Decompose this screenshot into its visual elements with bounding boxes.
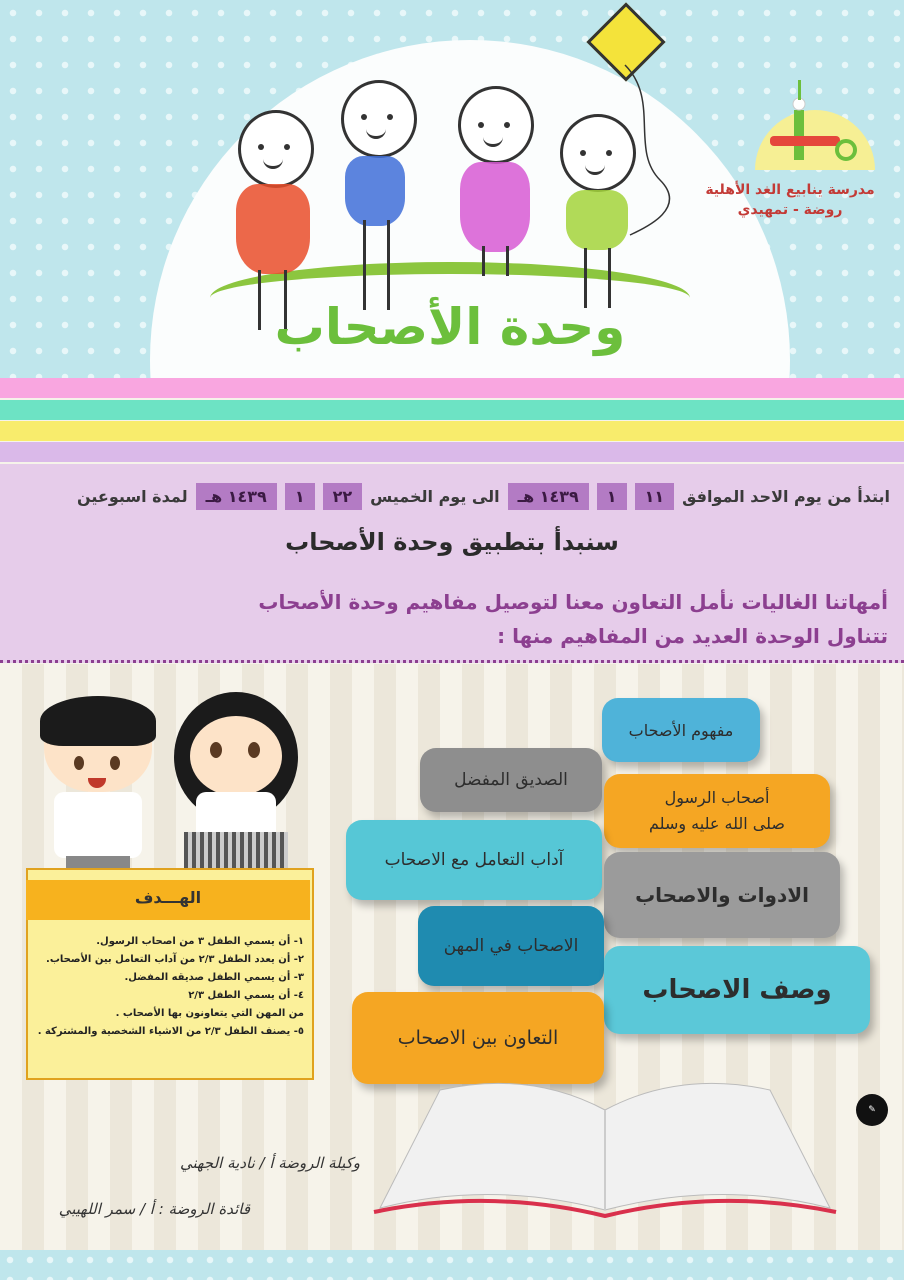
concept-bubble: التعاون بين الاصحاب (352, 992, 604, 1084)
leader-signature: قائدة الروضة : أ / سمر اللهيبي (58, 1200, 250, 1218)
schedule-to-text: الى يوم الخميس (370, 486, 500, 506)
start-year-box: ١٤٣٩ هـ (508, 483, 589, 510)
headline: سنبدأ بتطبيق وحدة الأصحاب (285, 528, 619, 556)
schedule-line (14, 478, 890, 514)
goal-item: ٣- أن يسمي الطفل صديقه المفضل. (124, 972, 304, 983)
schedule-start-text: ابتدأ من يوم الاحد الموافق (682, 486, 890, 506)
goal-title: الهـــدف (134, 888, 202, 907)
end-day-box: ٢٢ (323, 483, 363, 510)
stripe-yellow (0, 421, 904, 441)
school-logo-icon (750, 80, 880, 180)
stripe-teal (0, 400, 904, 420)
concept-bubble: وصف الاصحاب (604, 946, 870, 1034)
end-month-box: ١ (285, 483, 315, 510)
goal-item: من المهن التي يتعاونون بها الأصحاب . (115, 1008, 304, 1019)
school-section: روضة - تمهيدي (737, 202, 843, 218)
concept-bubble: أصحاب الرسول صلى الله عليه وسلم (604, 774, 830, 848)
schedule-duration-text: لمدة اسبوعين (76, 486, 188, 506)
concept-bubble: آداب التعامل مع الاصحاب (346, 820, 602, 900)
watermark-stamp-icon: ✎ (856, 1094, 888, 1126)
start-day-box: ١١ (635, 483, 675, 510)
girl-1-illustration (228, 110, 318, 310)
goal-item: ٥- يصنف الطفل ٢/٣ من الاشياء الشخصية والمشتركة . (37, 1026, 304, 1037)
concept-bubble: الصديق المفضل (420, 748, 602, 812)
concept-bubble: الاصحاب في المهن (418, 906, 604, 986)
goal-item: ١- أن يسمي الطفل ٣ من اصحاب الرسول. (96, 936, 304, 947)
paragraph-line-2: تتناول الوحدة العديد من المفاهيم منها : (497, 624, 888, 648)
stripe-pink (0, 378, 904, 398)
paragraph-line-1: أمهاتنا الغاليات نأمل التعاون معنا لتوصيل مفاهيم وحدة الأصحاب (258, 590, 888, 614)
open-book-illustration (370, 1070, 840, 1220)
header-banner (0, 0, 904, 378)
boy-mascot-illustration (36, 696, 160, 868)
concept-bubble: مفهوم الأصحاب (602, 698, 760, 762)
girl-2-illustration (450, 86, 540, 286)
goal-item: ٢- أن يعدد الطفل ٢/٣ من آداب التعامل بين الأصحاب. (46, 954, 304, 965)
deputy-signature: وكيلة الروضة أ / نادية الجهني (179, 1154, 360, 1172)
stripe-lavender (0, 442, 904, 462)
concept-bubble: الادوات والاصحاب (604, 852, 840, 938)
boy-1-illustration (335, 80, 425, 280)
end-year-box: ١٤٣٩ هـ (196, 483, 277, 510)
kite-string (620, 60, 680, 240)
unit-title: وحدة الأصحاب (274, 298, 626, 356)
footer-band (0, 1250, 904, 1280)
start-month-box: ١ (597, 483, 627, 510)
girl-mascot-illustration (174, 692, 298, 868)
school-name: مدرسة ينابيع الغد الأهلية (705, 182, 875, 198)
goal-item: ٤- أن يسمي الطفل ٢/٣ (188, 990, 304, 1001)
